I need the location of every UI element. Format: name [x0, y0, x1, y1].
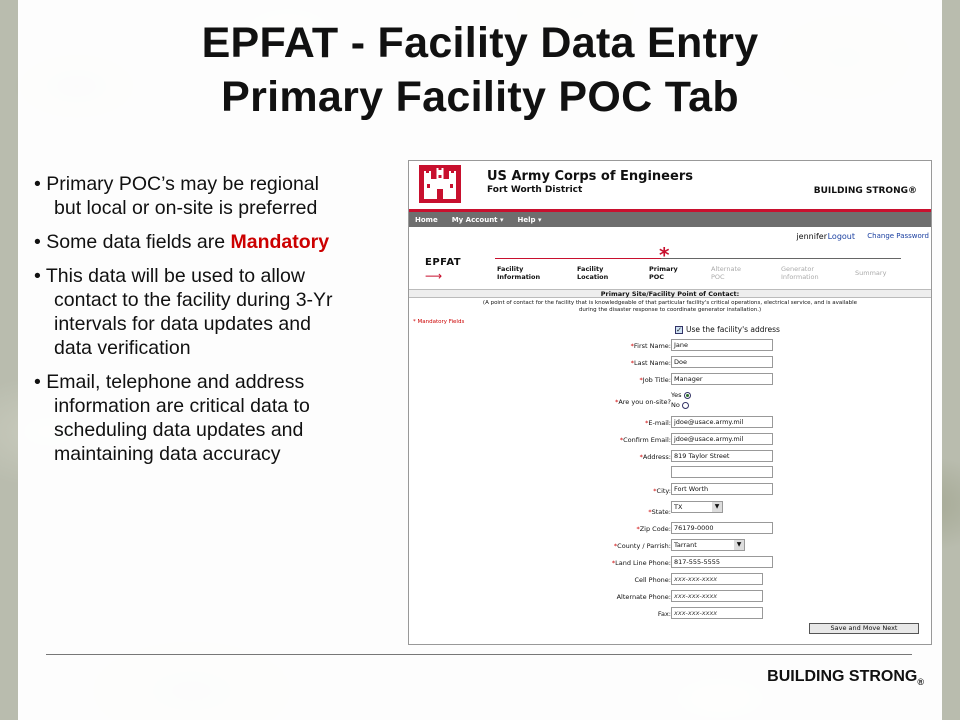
change-password-link[interactable]: Change Password — [867, 232, 929, 240]
slide-title — [0, 16, 960, 124]
county-select[interactable]: Tarrant ▼ — [671, 539, 745, 551]
wizard-label: EPFAT — [425, 257, 462, 268]
save-and-move-next-button[interactable]: Save and Move Next — [809, 623, 919, 634]
fax-input[interactable]: xxx-xxx-xxxx — [671, 607, 763, 619]
city-input[interactable]: Fort Worth — [671, 483, 773, 495]
nav-help[interactable]: Help ▾ — [517, 215, 542, 224]
bullet-item: • Some data fields are Mandatory — [34, 231, 330, 253]
state-select[interactable]: TX ▼ — [671, 501, 723, 513]
last-name-input[interactable]: Doe — [671, 356, 773, 368]
footer-brand: BUILDING $STRONG_®$ — [767, 668, 924, 688]
job-title-input[interactable]: Manager — [671, 373, 773, 385]
user-bar — [409, 227, 931, 245]
arrow-right-icon: ⟶ — [425, 269, 443, 283]
land-line-phone-input[interactable]: 817-555-5555 — [671, 556, 773, 568]
nav-my-account[interactable]: My Account ▾ — [451, 215, 504, 224]
wizard-step-primary-poc[interactable]: Primary POC — [649, 265, 678, 281]
section-description: (A point of contact for the facility that is knowledgeable of that particular facility's critical operations, electrical service, and is available during the disaster response to coordinate generator installation.) — [482, 300, 858, 313]
district-name: Fort Worth District — [487, 185, 583, 195]
bullet-list — [34, 172, 404, 476]
address-line2-input[interactable] — [671, 466, 773, 478]
mandatory-note: * Mandatory Fields — [413, 319, 465, 325]
radio-empty-icon — [682, 402, 689, 409]
zip-code-input[interactable]: 76179-0000 — [671, 522, 773, 534]
wizard-step-alternate-poc[interactable]: Alternate POC — [711, 265, 742, 281]
section-title: Primary Site/Facility Point of Contact: — [409, 289, 931, 298]
chevron-down-icon: ▼ — [712, 502, 722, 512]
bullet-item: • Primary POC’s may be regional but local or on-site is preferred — [34, 173, 319, 219]
chevron-down-icon: ▼ — [734, 540, 744, 550]
current-step-star-icon: * — [659, 243, 670, 267]
footer-divider — [46, 654, 912, 655]
castle-logo-icon — [419, 165, 461, 203]
wizard-progress — [409, 245, 931, 289]
logout-link[interactable]: Logout — [827, 232, 855, 241]
top-nav — [409, 212, 931, 227]
alternate-phone-input[interactable]: xxx-xxx-xxxx — [671, 590, 763, 602]
bullet-item: • This data will be used to allow contact to the facility during 3-Yr intervals for data updates and data verification — [34, 265, 333, 359]
org-name: US Army Corps of Engineers — [487, 169, 693, 184]
building-strong-tagline: BUILDING STRONG® — [813, 186, 917, 196]
title-line-1: EPFAT - Facility Data Entry — [201, 19, 759, 67]
confirm-email-input[interactable]: jdoe@usace.army.mil — [671, 433, 773, 445]
onsite-no-radio[interactable]: No — [671, 401, 689, 409]
use-facility-address-checkbox[interactable]: ✓ Use the facility's address — [676, 325, 780, 334]
wizard-step-facility-location[interactable]: Facility Location — [577, 265, 609, 281]
wizard-step-summary[interactable]: Summary — [855, 269, 887, 277]
cell-phone-input[interactable]: xxx-xxx-xxxx — [671, 573, 763, 585]
nav-home[interactable]: Home — [415, 215, 438, 224]
app-header — [409, 161, 931, 209]
username: jennifer — [796, 232, 827, 241]
poc-form: ✓ Use the facility's address *First Name: Jane *Last Name: Doe *Job Title: Manager *Are you on-site? Yes No *E-mail: jdoe@usace.army.mil *Confirm Email: jdoe@usace.army.mil *Address: 819 Taylor Street *City: Fort Worth *State: TX ▼ *Zip Code: 76179-0000 *County / Parrish: Tarrant ▼ *Land Line Phone: 817-555-5555 Cell Phone: xxx-xxx-xxxx Alternate Phone: xxx-xxx-xxxx Fax: xxx-xxx-xxxx — [611, 325, 780, 618]
email-input[interactable]: jdoe@usace.army.mil — [671, 416, 773, 428]
checkmark-icon: ✓ — [676, 326, 682, 334]
wizard-track-progress — [495, 258, 661, 259]
wizard-step-facility-information[interactable]: Facility Information — [497, 265, 541, 281]
wizard-step-generator-information[interactable]: Generator Information — [781, 265, 819, 281]
bullet-item: • Email, telephone and address information are critical data to scheduling data updates and maintaining data accuracy — [34, 371, 310, 465]
onsite-yes-radio[interactable]: Yes — [671, 391, 691, 399]
radio-selected-icon — [684, 392, 691, 399]
first-name-input[interactable]: Jane — [671, 339, 773, 351]
app-screenshot — [408, 160, 932, 645]
address-line1-input[interactable]: 819 Taylor Street — [671, 450, 773, 462]
title-line-2: Primary Facility POC Tab — [221, 73, 739, 121]
mandatory-highlight: Mandatory — [230, 231, 330, 253]
